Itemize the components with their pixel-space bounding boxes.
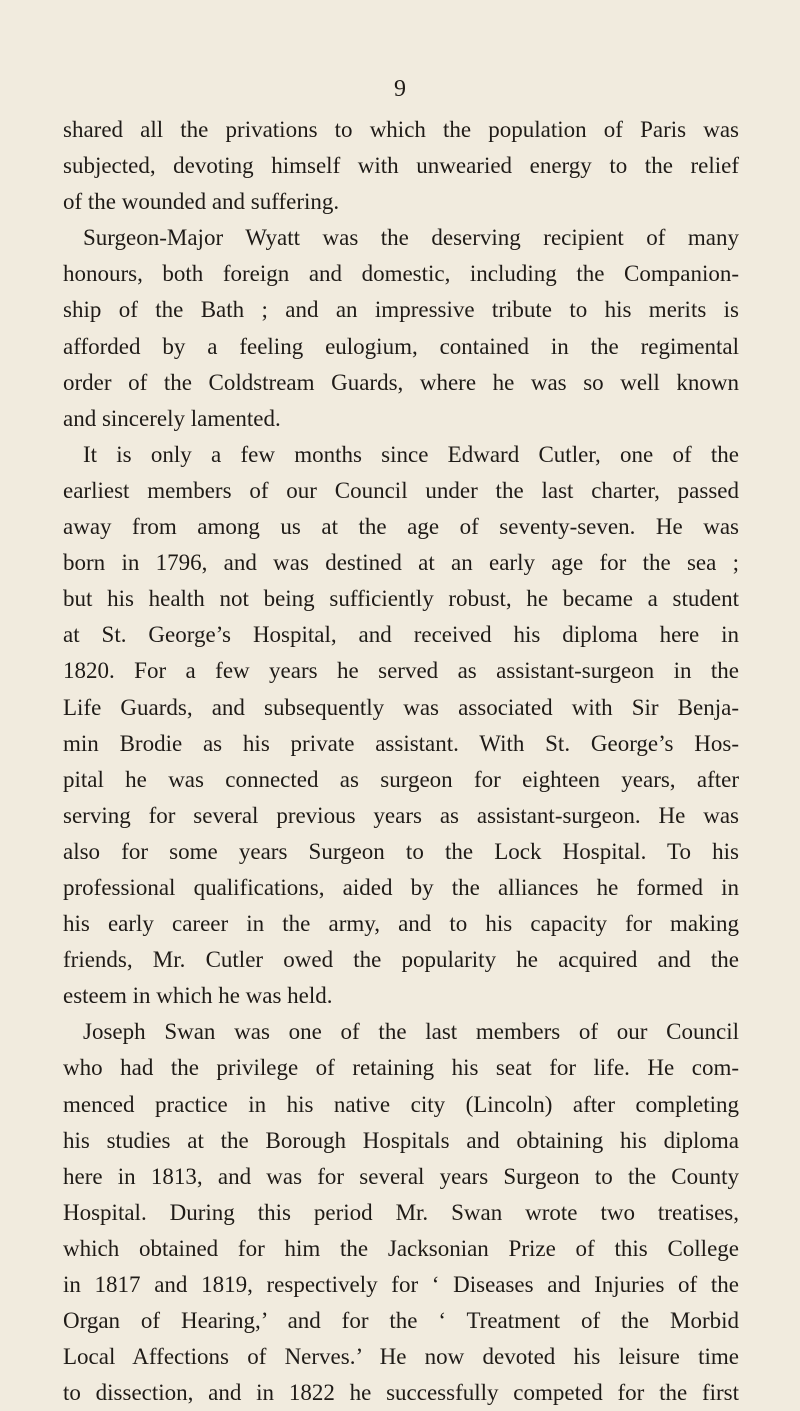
text-line: born in 1796, and was destined at an early age for the sea ; [63, 550, 739, 576]
text-line: which obtained for him the Jacksonian Prize of this College [63, 1235, 739, 1261]
text-line: Life Guards, and subsequently was associated with Sir Benja- [63, 694, 739, 720]
text-line: professional qualifications, aided by the alliances he formed in [63, 874, 739, 900]
text-line: also for some years Surgeon to the Lock Hospital. To his [63, 838, 739, 864]
text-line: Joseph Swan was one of the last members of our Council [83, 1019, 739, 1045]
text-line: 1820. For a few years he served as assistant-surgeon in the [63, 658, 739, 684]
text-line: his early career in the army, and to his capacity for making [63, 911, 739, 937]
text-line: Local Affections of Nerves.’ He now devoted his leisure time [63, 1344, 739, 1370]
text-line: min Brodie as his private assistant. With St. George’s Hos- [63, 730, 739, 756]
text-line: subjected, devoting himself with unwearied energy to the relief [63, 153, 739, 179]
text-line: esteem in which he was held. [63, 983, 333, 1009]
text-line: here in 1813, and was for several years Surgeon to the County [63, 1163, 739, 1189]
text-line: ship of the Bath ; and an impressive tribute to his merits is [63, 297, 739, 323]
text-line: of the wounded and suffering. [63, 189, 340, 215]
text-line: afforded by a feeling eulogium, contained in the regimental [63, 333, 739, 359]
text-line: serving for several previous years as assistant-surgeon. He was [63, 802, 739, 828]
text-line: and sincerely lamented. [63, 405, 281, 431]
text-line: who had the privilege of retaining his seat for life. He com- [63, 1055, 739, 1081]
text-line: honours, both foreign and domestic, including the Companion- [63, 261, 739, 287]
body-text [63, 112, 739, 1411]
text-line: It is only a few months since Edward Cutler, one of the [83, 441, 739, 467]
text-line: to dissection, and in 1822 he successfully competed for the first [63, 1380, 739, 1406]
text-line: his studies at the Borough Hospitals and obtaining his diploma [63, 1127, 739, 1153]
text-line: at St. George’s Hospital, and received his diploma here in [63, 622, 739, 648]
text-line: shared all the privations to which the population of Paris was [63, 117, 739, 142]
text-line: Surgeon-Major Wyatt was the deserving recipient of many [83, 225, 739, 251]
text-line: order of the Coldstream Guards, where he was so well known [63, 369, 739, 395]
text-line: Hospital. During this period Mr. Swan wrote two treatises, [63, 1199, 739, 1225]
text-line: in 1817 and 1819, respectively for ‘ Diseases and Injuries of the [63, 1272, 739, 1297]
text-line: earliest members of our Council under the last charter, passed [63, 477, 739, 503]
page-number: 9 [394, 76, 406, 102]
text-line: friends, Mr. Cutler owed the popularity he acquired and the [63, 947, 739, 973]
text-line: but his health not being sufficiently robust, he became a student [63, 586, 739, 612]
text-line: away from among us at the age of seventy-seven. He was [63, 514, 739, 540]
text-line: menced practice in his native city (Lincoln) after completing [63, 1091, 739, 1117]
text-line: Organ of Hearing,’ and for the ‘ Treatment of the Morbid [63, 1308, 739, 1334]
text-line: pital he was connected as surgeon for eighteen years, after [63, 766, 739, 792]
